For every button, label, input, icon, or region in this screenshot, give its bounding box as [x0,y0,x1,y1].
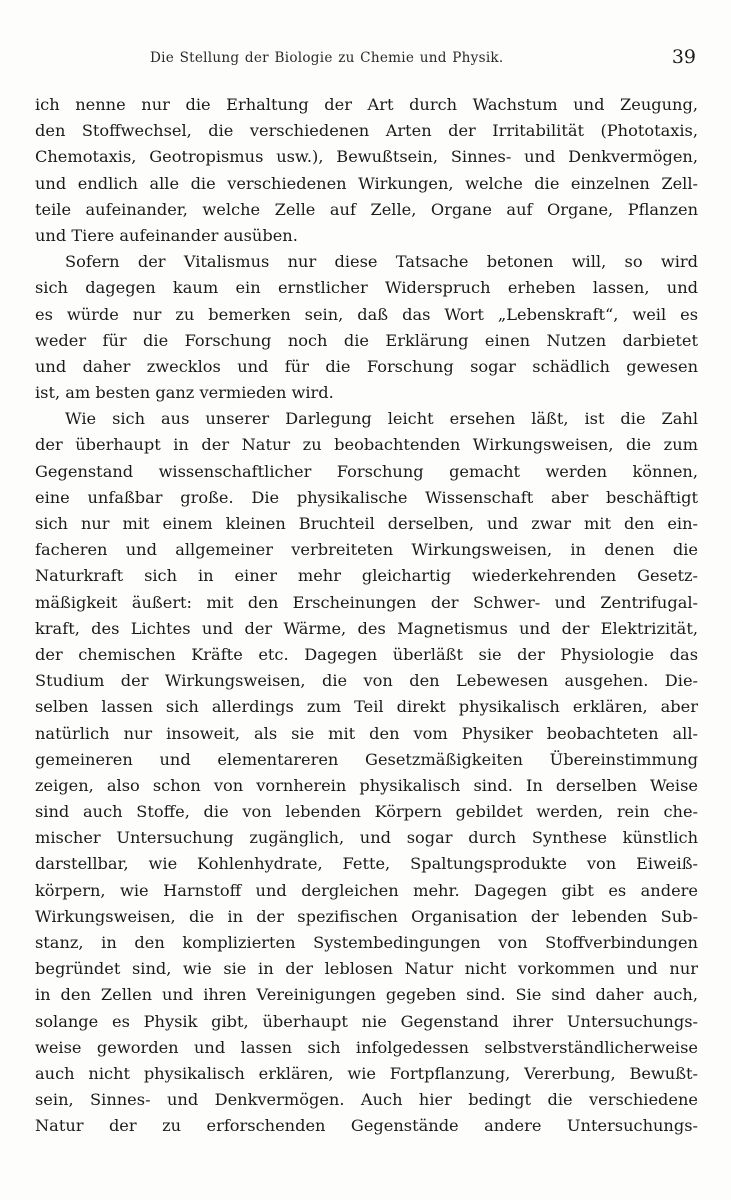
text-line: körpern, wie Harnstoff und dergleichen mehr. Dagegen gibt es andere [35,880,698,900]
text-line: Naturkraft sich in einer mehr gleichartig wiederkehrenden Gesetz- [35,566,698,586]
text-line: teile aufeinander, welche Zelle auf Zelle, Organe auf Organe, Pflanzen [35,199,698,219]
text-line: facheren und allgemeiner verbreiteten Wirkungsweisen, in denen die [35,540,698,560]
text-line: weise geworden und lassen sich infolgedessen selbstverständlicherweise [35,1037,698,1057]
text-line: den Stoffwechsel, die verschiedenen Arten der Irritabilität (Phototaxis, [35,121,698,141]
text-line: und Tiere aufeinander ausüben. [35,225,298,245]
text-line: Chemotaxis, Geotropismus usw.), Bewußtsein, Sinnes- und Denkvermögen, [35,147,698,167]
paragraph-1 [35,92,698,249]
text-line: zeigen, also schon von vornherein physikalisch sind. In derselben Weise [35,775,698,795]
text-line: stanz, in den komplizierten Systembedingungen von Stoffverbindungen [35,933,698,952]
paragraph-3 [35,406,698,1139]
text-line: Sofern der Vitalismus nur diese Tatsache betonen will, so wird [65,252,698,272]
text-line: Wie sich aus unserer Darlegung leicht ersehen läßt, ist die Zahl [65,409,698,429]
page-number: 39 [671,46,696,68]
text-line: gemeineren und elementareren Gesetzmäßigkeiten Übereinstimmung [35,749,698,769]
text-line: es würde nur zu bemerken sein, daß das Wort „Lebenskraft“, weil es [35,304,698,324]
text-line: Natur der zu erforschenden Gegenstände andere Untersuchungs- [35,1116,698,1136]
text-line: Wirkungsweisen, die in der spezifischen Organisation der lebenden Sub- [35,906,698,926]
text-line: solange es Physik gibt, überhaupt nie Gegenstand ihrer Untersuchungs- [35,1011,698,1031]
text-line: eine unfaßbar große. Die physikalische Wissenschaft aber beschäftigt [35,487,698,507]
running-head: Die Stellung der Biologie zu Chemie und Physik. [150,50,504,66]
text-line: und endlich alle die verschiedenen Wirkungen, welche die einzelnen Zell- [35,173,698,193]
text-line: der überhaupt in der Natur zu beobachtenden Wirkungsweisen, die zum [35,435,698,455]
text-line: und daher zwecklos und für die Forschung sogar schädlich gewesen [35,356,698,376]
text-line: kraft, des Lichtes und der Wärme, des Magnetismus und der Elektrizität, [35,618,698,638]
text-line: der chemischen Kräfte etc. Dagegen überläßt sie der Physiologie das [35,644,698,664]
text-line: Studium der Wirkungsweisen, die von den Lebewesen ausgehen. Die- [35,671,698,691]
text-line: sich dagegen kaum ein ernstlicher Widerspruch erheben lassen, und [35,278,698,298]
text-line: ich nenne nur die Erhaltung der Art durch Wachstum und Zeugung, [35,95,698,114]
text-line: auch nicht physikalisch erklären, wie Fortpflanzung, Vererbung, Bewußt- [35,1063,698,1083]
body-text [35,92,698,1140]
text-line: mäßigkeit äußert: mit den Erscheinungen der Schwer- und Zentrifugal- [35,592,698,612]
text-line: natürlich nur insoweit, als sie mit den vom Physiker beobachteten all- [35,723,698,743]
text-line: sind auch Stoffe, die von lebenden Körpern gebildet werden, rein che- [35,802,698,822]
text-line: sich nur mit einem kleinen Bruchteil derselben, und zwar mit den ein- [35,514,698,533]
page-header [150,44,700,74]
text-line: ist, am besten ganz vermieden wird. [35,383,334,403]
text-line: Gegenstand wissenschaftlicher Forschung gemacht werden können, [35,461,698,481]
text-line: begründet sind, wie sie in der leblosen Natur nicht vorkommen und nur [35,959,698,979]
text-line: sein, Sinnes- und Denkvermögen. Auch hier bedingt die verschiedene [35,1090,698,1110]
paragraph-2 [35,249,698,406]
text-line: weder für die Forschung noch die Erklärung einen Nutzen darbietet [35,330,698,350]
text-line: mischer Untersuchung zugänglich, und sogar durch Synthese künstlich [35,828,698,848]
text-line: selben lassen sich allerdings zum Teil direkt physikalisch erklären, aber [35,697,698,717]
text-line: darstellbar, wie Kohlenhydrate, Fette, Spaltungsprodukte von Eiweiß- [35,854,698,874]
text-line: in den Zellen und ihren Vereinigungen gegeben sind. Sie sind daher auch, [35,985,698,1005]
